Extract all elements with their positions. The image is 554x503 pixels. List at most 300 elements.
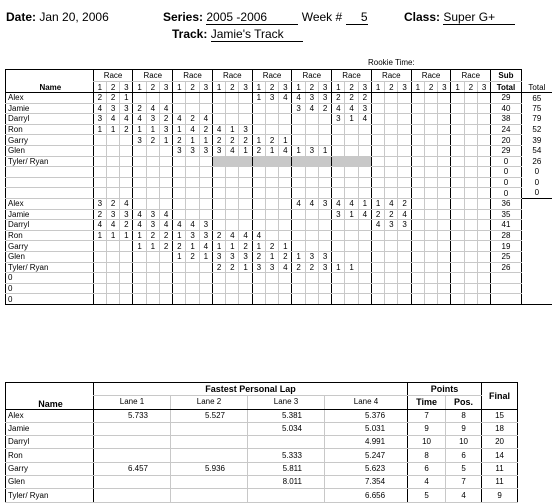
lane-1-time: 6.457	[94, 462, 171, 475]
heat-result	[411, 230, 424, 241]
heat-result	[199, 167, 212, 178]
heat-result: 3	[133, 135, 146, 146]
heat-result: 3	[186, 230, 199, 241]
heat-result	[120, 241, 133, 252]
heat-result	[451, 135, 464, 146]
heat-result	[398, 145, 411, 156]
table-row	[6, 209, 553, 220]
heat-result	[305, 167, 318, 178]
heat-result	[199, 262, 212, 273]
heat-result	[477, 156, 490, 167]
heat-result: 3	[318, 198, 331, 209]
heat-result	[265, 198, 278, 209]
heat-result	[93, 145, 106, 156]
heat-result	[239, 294, 252, 305]
heat-result	[385, 273, 398, 284]
pos-points: 6	[446, 449, 482, 462]
heat-result	[239, 156, 252, 167]
heat-result	[451, 220, 464, 231]
heat-result	[371, 135, 384, 146]
heat-result: 4	[279, 93, 292, 104]
total-value	[521, 262, 552, 273]
heat-result	[199, 103, 212, 114]
heat-result	[477, 167, 490, 178]
heat-result: 2	[212, 230, 225, 241]
heat-result	[159, 198, 172, 209]
heat-result	[345, 273, 358, 284]
heat-result	[424, 124, 437, 135]
heat-result	[186, 198, 199, 209]
heat-result	[477, 241, 490, 252]
heat-result	[345, 294, 358, 305]
heat-result	[212, 283, 225, 294]
heat-result	[252, 188, 265, 199]
heat-result	[239, 103, 252, 114]
heat-result: 1	[279, 135, 292, 146]
sub-total-value: 20	[491, 135, 522, 146]
heat-number: 1	[332, 82, 345, 93]
table-row	[6, 462, 518, 475]
heat-result: 2	[358, 93, 371, 104]
heat-result: 1	[133, 230, 146, 241]
heat-result	[146, 283, 159, 294]
heat-result	[186, 167, 199, 178]
heat-result: 3	[120, 103, 133, 114]
time-header: Time	[408, 396, 446, 409]
table-row	[6, 230, 553, 241]
heat-result	[318, 220, 331, 231]
heat-result: 1	[345, 209, 358, 220]
heat-result	[93, 262, 106, 273]
heat-result	[106, 167, 119, 178]
heat-result	[226, 114, 239, 125]
series-value: 2005 -2006	[206, 11, 298, 25]
table-row	[6, 114, 553, 125]
heat-result: 2	[173, 241, 186, 252]
heat-result	[186, 262, 199, 273]
heat-result	[93, 135, 106, 146]
heat-result: 1	[199, 251, 212, 262]
heat-result	[398, 241, 411, 252]
heat-result	[464, 188, 477, 199]
total-value	[521, 283, 552, 294]
heat-result	[451, 294, 464, 305]
heat-result: 2	[292, 262, 305, 273]
pos-points: 4	[446, 489, 482, 502]
lane-2-time	[171, 436, 248, 449]
heat-result	[93, 241, 106, 252]
sub-total-value: 38	[491, 114, 522, 125]
final-points: 11	[482, 462, 518, 475]
driver-name: Darryl	[6, 114, 94, 125]
heat-result	[159, 167, 172, 178]
heat-result	[451, 273, 464, 284]
heat-result: 4	[252, 230, 265, 241]
heat-result	[398, 262, 411, 273]
heat-result	[477, 294, 490, 305]
heat-result	[358, 135, 371, 146]
heat-result	[133, 156, 146, 167]
driver-name: Garry	[6, 241, 94, 252]
heat-result	[371, 283, 384, 294]
heat-result	[358, 188, 371, 199]
heat-result: 4	[279, 262, 292, 273]
heat-result	[133, 283, 146, 294]
heat-number: 2	[146, 82, 159, 93]
driver-name: Glen	[6, 476, 94, 489]
heat-result	[451, 198, 464, 209]
date-value: Jan 20, 2006	[39, 10, 109, 24]
heat-result	[398, 230, 411, 241]
heat-result: 1	[173, 251, 186, 262]
heat-result	[345, 188, 358, 199]
heat-result	[385, 167, 398, 178]
heat-result	[265, 209, 278, 220]
sub-total-value: 29	[491, 145, 522, 156]
heat-result: 3	[199, 230, 212, 241]
heat-result	[424, 251, 437, 262]
lane-3-header: Lane 3	[248, 396, 325, 409]
heat-result: 2	[93, 93, 106, 104]
heat-result	[477, 93, 490, 104]
table-row	[6, 489, 518, 502]
heat-result	[385, 124, 398, 135]
sub-total-value: 24	[491, 124, 522, 135]
lane-3-time: 8.011	[248, 476, 325, 489]
total-value: 79	[521, 114, 552, 125]
heat-result	[239, 220, 252, 231]
heat-result	[226, 220, 239, 231]
heat-result	[159, 93, 172, 104]
heat-number: 2	[424, 82, 437, 93]
heat-result: 2	[120, 124, 133, 135]
heat-result: 2	[212, 262, 225, 273]
heat-result	[438, 262, 451, 273]
heat-number: 1	[212, 82, 225, 93]
lane-2-time	[171, 476, 248, 489]
heat-result	[332, 251, 345, 262]
heat-result	[146, 273, 159, 284]
heat-result: 3	[106, 103, 119, 114]
heat-result	[332, 241, 345, 252]
driver-name: Tyler/ Ryan	[6, 262, 94, 273]
heat-result	[279, 103, 292, 114]
heat-number: 3	[159, 82, 172, 93]
heat-result	[318, 294, 331, 305]
heat-result: 1	[252, 135, 265, 146]
heat-result	[292, 135, 305, 146]
lane-2-header: Lane 2	[171, 396, 248, 409]
total-value	[521, 294, 552, 305]
heat-result	[292, 294, 305, 305]
race-header: Race	[252, 70, 292, 82]
heat-result	[477, 220, 490, 231]
heat-result	[385, 241, 398, 252]
heat-number: 3	[358, 82, 371, 93]
heat-result	[292, 156, 305, 167]
race-header: Race	[212, 70, 252, 82]
heat-result: 4	[120, 114, 133, 125]
date-field	[6, 10, 109, 24]
heat-result	[451, 93, 464, 104]
heat-result: 4	[93, 220, 106, 231]
heat-result	[411, 251, 424, 262]
heat-result: 1	[173, 124, 186, 135]
heat-result	[398, 135, 411, 146]
heat-result	[464, 294, 477, 305]
heat-result	[332, 294, 345, 305]
table-row	[6, 198, 553, 209]
heat-result: 1	[186, 241, 199, 252]
rookie-time-label: Rookie Time:	[368, 58, 415, 67]
heat-result: 1	[345, 262, 358, 273]
table-row	[6, 156, 553, 167]
heat-result	[305, 294, 318, 305]
heat-result	[424, 188, 437, 199]
heat-number: 2	[345, 82, 358, 93]
heat-result	[226, 167, 239, 178]
heat-result	[279, 209, 292, 220]
heat-result	[371, 230, 384, 241]
heat-result	[305, 188, 318, 199]
heat-result	[226, 198, 239, 209]
heat-result	[438, 93, 451, 104]
track-label: Track:	[172, 27, 208, 41]
total-value: 65	[521, 93, 552, 104]
heat-result: 1	[93, 124, 106, 135]
heat-result	[186, 188, 199, 199]
heat-result: 4	[226, 145, 239, 156]
heat-result	[133, 93, 146, 104]
heat-result	[438, 177, 451, 188]
heat-result	[305, 241, 318, 252]
heat-number: 3	[279, 82, 292, 93]
table-row	[6, 436, 518, 449]
sub-total-value: 0	[491, 156, 522, 167]
heat-result	[411, 135, 424, 146]
heat-result	[477, 273, 490, 284]
heat-number: 3	[199, 82, 212, 93]
heat-result	[385, 156, 398, 167]
race-header: Race	[411, 70, 451, 82]
table-row	[6, 273, 553, 284]
heat-result	[279, 230, 292, 241]
heat-result	[159, 145, 172, 156]
heat-result	[451, 188, 464, 199]
heat-result	[252, 114, 265, 125]
heat-result	[265, 220, 278, 231]
heat-result	[358, 167, 371, 178]
heat-result	[464, 241, 477, 252]
class-field	[404, 10, 515, 25]
heat-result	[438, 156, 451, 167]
pos-points: 10	[446, 436, 482, 449]
heat-result	[252, 198, 265, 209]
heat-result: 4	[146, 103, 159, 114]
heat-result	[451, 262, 464, 273]
heat-result	[186, 156, 199, 167]
heat-result	[385, 262, 398, 273]
heat-result	[477, 124, 490, 135]
heat-result	[358, 294, 371, 305]
table-row	[6, 251, 553, 262]
heat-result: 3	[173, 145, 186, 156]
final-points: 20	[482, 436, 518, 449]
heat-result: 3	[199, 220, 212, 231]
heat-result: 4	[292, 198, 305, 209]
table-row	[6, 241, 553, 252]
heat-result	[464, 220, 477, 231]
heat-result	[318, 283, 331, 294]
heat-result: 1	[133, 241, 146, 252]
driver-name: Glen	[6, 145, 94, 156]
heat-result: 3	[159, 124, 172, 135]
heat-number: 3	[318, 82, 331, 93]
heat-result	[464, 177, 477, 188]
heat-result	[212, 177, 225, 188]
heat-result	[464, 93, 477, 104]
heat-result	[292, 230, 305, 241]
heat-result	[371, 251, 384, 262]
heat-result	[398, 167, 411, 178]
race-header: Race	[93, 70, 133, 82]
final-points: 14	[482, 449, 518, 462]
heat-result	[292, 167, 305, 178]
lane-3-time	[248, 489, 325, 502]
heat-result: 2	[133, 103, 146, 114]
driver-name	[6, 167, 94, 178]
heat-result	[345, 230, 358, 241]
total-header: Total	[521, 70, 552, 93]
heat-result: 2	[385, 209, 398, 220]
heat-result	[120, 177, 133, 188]
heat-result	[332, 177, 345, 188]
heat-number: 1	[292, 82, 305, 93]
heat-result	[345, 241, 358, 252]
heat-result	[265, 156, 278, 167]
heat-result	[464, 114, 477, 125]
heat-result	[318, 188, 331, 199]
heat-result: 3	[332, 209, 345, 220]
lane-4-header: Lane 4	[325, 396, 408, 409]
heat-result	[159, 188, 172, 199]
lane-1-time	[94, 476, 171, 489]
driver-name: Jamie	[6, 422, 94, 435]
heat-result	[345, 135, 358, 146]
heat-result: 4	[133, 220, 146, 231]
heat-result	[477, 177, 490, 188]
heat-result	[212, 167, 225, 178]
track-value: Jamie's Track	[211, 28, 303, 42]
driver-name	[6, 177, 94, 188]
heat-result	[358, 230, 371, 241]
heat-result	[358, 156, 371, 167]
sub-total-value: 35	[491, 209, 522, 220]
table-row	[6, 135, 553, 146]
heat-result	[332, 188, 345, 199]
lane-1-time	[94, 449, 171, 462]
heat-result	[438, 167, 451, 178]
heat-result	[199, 93, 212, 104]
heat-result	[239, 198, 252, 209]
heat-result	[252, 177, 265, 188]
heat-result: 2	[252, 145, 265, 156]
heat-result: 3	[93, 114, 106, 125]
heat-result	[279, 283, 292, 294]
heat-result: 4	[93, 103, 106, 114]
final-header: Final	[482, 383, 518, 410]
heat-number: 2	[106, 82, 119, 93]
heat-result	[424, 262, 437, 273]
heat-result	[477, 198, 490, 209]
heat-result	[411, 198, 424, 209]
sub-total-value	[491, 294, 522, 305]
lane-1-time: 5.733	[94, 409, 171, 422]
heat-result	[106, 135, 119, 146]
heat-result	[438, 188, 451, 199]
heat-result	[173, 283, 186, 294]
heat-result	[371, 294, 384, 305]
heat-result	[279, 198, 292, 209]
heat-result	[385, 283, 398, 294]
heat-result	[424, 167, 437, 178]
heat-result	[239, 283, 252, 294]
heat-number: 3	[239, 82, 252, 93]
heat-result: 1	[358, 198, 371, 209]
heat-result	[146, 145, 159, 156]
heat-result	[424, 220, 437, 231]
total-value	[521, 241, 552, 252]
heat-result: 3	[199, 145, 212, 156]
heat-result	[265, 188, 278, 199]
heat-result	[106, 145, 119, 156]
lane-4-time: 5.247	[325, 449, 408, 462]
heat-result	[464, 124, 477, 135]
heat-result	[371, 124, 384, 135]
heat-result	[385, 230, 398, 241]
heat-result: 3	[385, 220, 398, 231]
heat-result	[252, 167, 265, 178]
table-row	[6, 167, 553, 178]
driver-name: 0	[6, 283, 94, 294]
heat-result	[120, 135, 133, 146]
lane-2-time	[171, 489, 248, 502]
heat-result	[199, 294, 212, 305]
heat-result	[332, 124, 345, 135]
heat-result	[385, 145, 398, 156]
heat-result	[371, 167, 384, 178]
heat-result	[265, 103, 278, 114]
heat-result: 4	[133, 209, 146, 220]
heat-result	[239, 273, 252, 284]
heat-result	[358, 177, 371, 188]
heat-result	[411, 241, 424, 252]
heat-result: 2	[371, 209, 384, 220]
heat-result	[106, 241, 119, 252]
final-points: 9	[482, 489, 518, 502]
heat-result	[212, 114, 225, 125]
heat-result	[438, 230, 451, 241]
heat-result	[464, 135, 477, 146]
heat-result	[411, 145, 424, 156]
heat-number: 2	[464, 82, 477, 93]
lane-1-time	[94, 422, 171, 435]
heat-result: 3	[305, 251, 318, 262]
fastest-lap-table	[5, 382, 518, 503]
table-row	[6, 145, 553, 156]
heat-result: 4	[398, 209, 411, 220]
heat-result	[451, 156, 464, 167]
